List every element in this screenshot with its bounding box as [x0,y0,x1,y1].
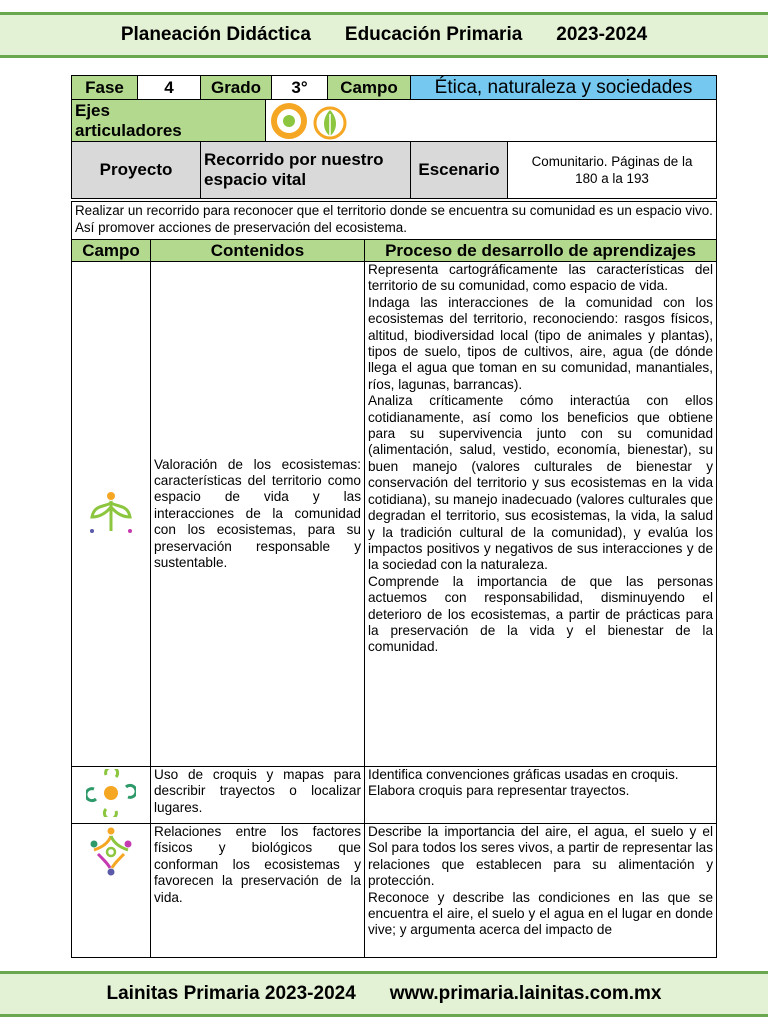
header-contenidos: Contenidos [151,240,365,262]
footer-brand: Lainitas Primaria 2023-2024 [106,983,356,1004]
fase-label: Fase [72,76,138,100]
proceso-item: Comprende la importancia de que las personas actuemos con responsabilidad, disminuyendo el deterioro de los ecosistemas, a partir de prácticas para la preservación de la vida y el bienestar de la comunidad. [368,573,714,655]
grado-label: Grado [201,76,272,100]
proceso-item: Reconoce y describe las condiciones en las que se encuentra el aire, el suelo y el agua en el lugar en donde vive; y argumenta acerca del impacto de [368,889,714,938]
escenario-value: Comunitario. Páginas de la 180 a la 193 [531,154,693,186]
proceso-item: Elabora croquis para representar trayectos. [368,783,630,799]
row-1-proceso [365,262,717,767]
table-row [72,767,717,824]
proceso-item: Analiza críticamente cómo interactúa con ellos cotidianamente, así como los beneficios que obtiene para su supervivencia junto con su comunidad (alimentación, salud, vestido, economía, bienestar), su buen manejo (valores culturales de bienestar y conservación del territorio y sus ecosistemas en la vida cotidiana), su manejo inadecuado (valores culturales que degradan el territorio, sus ecosistemas, la vida, la salud y la tradición cultural de la comunidad), y evalúa los impactos positivos y negativos de sus interacciones y de la sociedad con la naturaleza. [368,393,714,573]
campo-value: Ética, naturaleza y sociedades [411,76,717,100]
etica-naturaleza-icon [86,487,136,537]
row-1-icon-cell [72,262,151,767]
header-proceso: Proceso de desarrollo de aprendizajes [365,240,717,262]
row-3-contenido: Relaciones entre los factores físicos y biológicos que conforman los ecosistemas y favorecen la preservación de la vida. [151,824,365,958]
table-row [72,262,717,767]
project-description: Realizar un recorrido para reconocer que el territorio donde se encuentra su comunidad es un espacio vivo. Así promover acciones de preservación del ecosistema. [72,202,717,240]
info-table [71,75,717,199]
table-row [72,824,717,958]
proyecto-value: Recorrido por nuestro espacio vital [201,142,411,199]
vida-saludable-icon [315,108,345,138]
footer-banner [0,971,768,1017]
fase-value: 4 [138,76,201,100]
interculturalidad-icon [274,106,304,136]
proyecto-label: Proyecto [72,142,201,199]
escenario-label: Escenario [411,142,508,198]
escenario-cell [411,142,717,199]
row-3-proceso [365,824,717,958]
proceso-item: Indaga las interacciones de la comunidad con los ecosistemas del territorio, reconociendo: rasgos físicos, altitud, biodiversidad local (tipo de animales y plantas), tipos de suelo, tipos de cultivos, aire, agua (de dónde llega el agua que toman en su comunidad, manantiales, ríos, lagunas, barrancas). [368,294,714,392]
proceso-item: Identifica convenciones gráficas usadas en croquis. [368,767,679,782]
ejes-articuladores-icons [270,102,352,140]
header-subtitle: Educación Primaria [344,24,523,45]
ejes-label: Ejes articuladores [75,100,182,140]
ejes-icons [201,100,717,142]
saberes-pensamiento-cientifico-icon [86,769,136,817]
ejes-label-cell [72,100,201,142]
header-banner [0,12,768,58]
proceso-item: Representa cartográficamente las características del territorio de su comunidad, como espacio de vida. [368,262,714,294]
row-2-proceso [365,767,717,824]
grado-value: 3° [272,76,328,100]
header-year: 2023-2024 [556,24,648,45]
footer-url[interactable]: www.primaria.lainitas.com.mx [389,983,662,1004]
row-2-icon-cell [72,767,151,824]
campo-label: Campo [328,76,411,100]
row-2-contenido: Uso de croquis y mapas para describir trayectos o localizar lugares. [151,767,365,824]
row-3-icon-cell [72,824,151,958]
de-lo-humano-comunitario-icon [86,826,136,876]
proceso-item: Describe la importancia del aire, el agua, el suelo y el Sol para todos los seres vivos, a partir de representar las relaciones que establecen para su alimentación y protección. [368,824,714,889]
header-campo: Campo [72,240,151,262]
row-1-contenido: Valoración de los ecosistemas: características del territorio como espacio de vida y las interacciones de la comunidad con los ecosistemas, para su preservación responsable y sustentable. [151,262,365,767]
contenidos-table [71,201,717,958]
header-title: Planeación Didáctica [120,24,311,45]
